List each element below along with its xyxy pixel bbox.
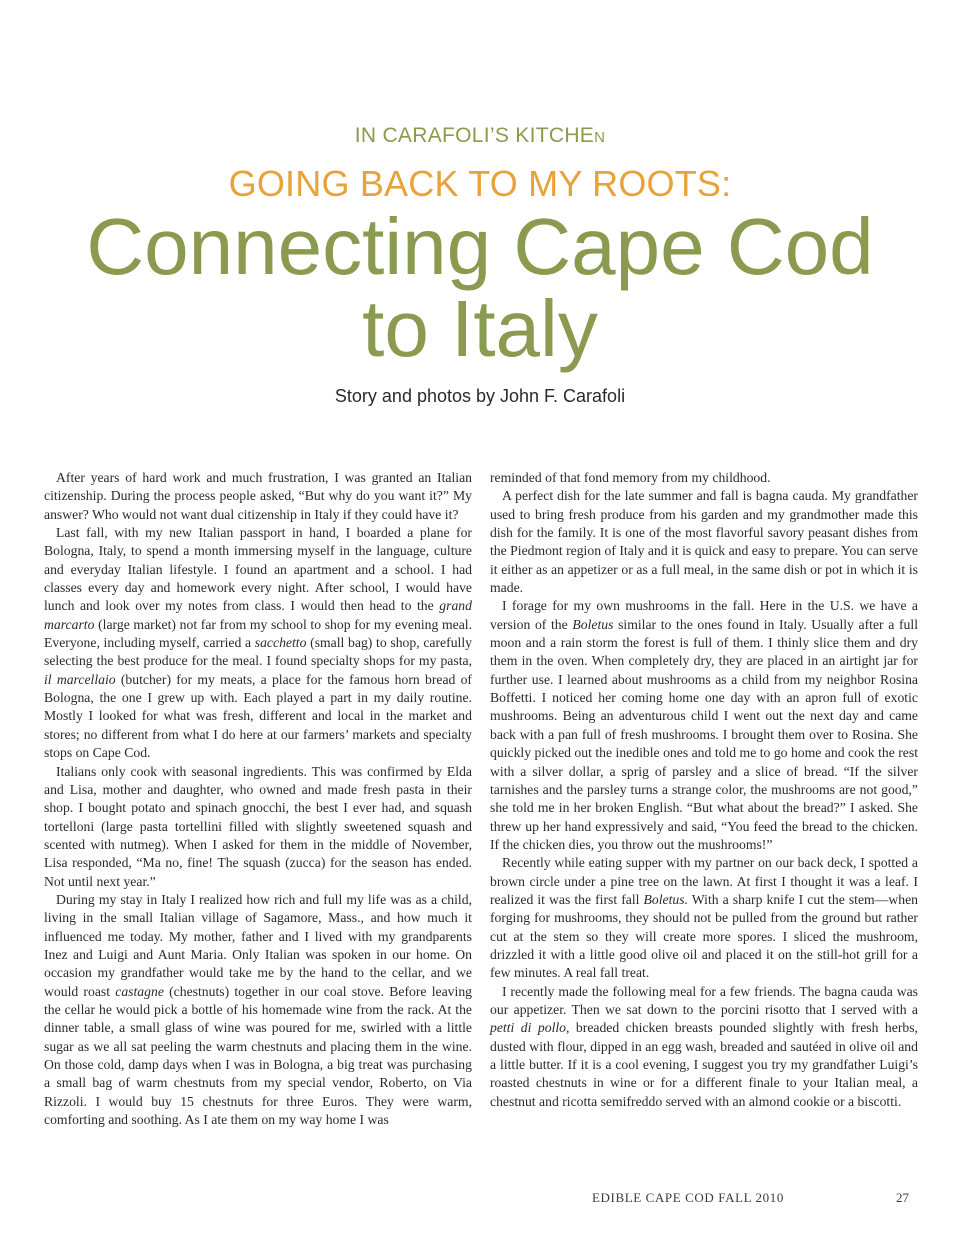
- footer-publication: EDIBLE CAPE COD FALL 2010: [592, 1190, 784, 1205]
- paragraph: Recently while eating supper with my partner on our back deck, I spotted a brown circle under a pine tree on the lawn. At first I thought it was a leaf. I realized it was the first fall Boletus. With a sharp knife I cut the stem—when forging for mushrooms, they should not be pulled from the ground but rather cut at the stem so they will create more spores. I sliced the mushroom, drizzled it with a little good olive oil and placed it on the still-hot grill for a few minutes. A real fall treat.: [490, 855, 918, 981]
- paragraph: After years of hard work and much frustration, I was granted an Italian citizenship. During the process people asked, “But why do you want it?” My answer? Who would not want dual citizenship in Italy if they could have it?: [44, 470, 472, 522]
- page-number: 27: [896, 1190, 909, 1205]
- section-kicker: [0, 124, 960, 148]
- article-title: [0, 202, 960, 373]
- left-column: [44, 469, 472, 1129]
- paragraph: reminded of that fond memory from my childhood.: [490, 470, 771, 485]
- paragraph: During my stay in Italy I realized how rich and full my life was as a child, living in the small Italian village of Sagamore, Mass., and how much it influenced me today. My mother, father and I lived with my grandparents Inez and Luigi and Aunt Maria. Only Italian was spoken in our home. On occasion my grandfather would take me by the hand to the cellar, and we would roast castagne (chestnuts) together in our coal stove. Before leaving the cellar he would pick a bottle of his homemade wine from the rack. At the dinner table, a small glass of wine was poured for me, swirled with a little sugar as we all sat peeling the warm chestnuts and placing them in the wine. On those cold, damp days when I was in Bologna, a big treat was purchasing a small bag of warm chestnuts from my special vendor, Roberto, on Via Rizzoli. I would buy 15 chestnuts for three Euros. They were warm, comforting and soothing. As I ate them on my way home I was: [44, 891, 473, 1128]
- kicker-text: IN CARAFOLI’S KITCHE: [354, 124, 595, 147]
- right-column: [490, 469, 918, 1111]
- paragraph: I forage for my own mushrooms in the fall. Here in the U.S. we have a version of the Boletus similar to the ones found in Italy. Usually after a full moon and a rain storm the forest is full of them. I thinly slice them and dry them in the oven. When completely dry, they are placed in an airtight jar for further use. I learned about mushrooms as a child from my neighbor Rosina Boffetti. I noticed her coming home one day with an apron full of exotic mushrooms. Being an adventurous child I went out the next day and came back with a pan full of fresh mushrooms. I brought them over to Rosina. She quickly picked out the inedible ones and told me to go home and cook the rest with a silver dollar, a sprig of parsley and a slice of bread. “If the silver tarnishes and the parsley turns a strange color, the mushrooms are not good,” she told me in her broken English. “But what about the bread?” I asked. She threw up her hand expressively and said, “You feed the bread to the chicken. If the chicken dies, you throw out the mushrooms!”: [490, 598, 918, 852]
- title-line-2: to Italy: [362, 284, 598, 373]
- paragraph: A perfect dish for the late summer and fall is bagna cauda. My grandfather used to bring fresh produce from his garden and my grandmother made this dish for the family. It is one of the most flavorful savory peasant dishes from the Piedmont region of Italy and it is quick and easy to prepare. You can serve it either as an appetizer or as a full meal, in the same dish or pot in which it is made.: [490, 488, 918, 596]
- paragraph: Italians only cook with seasonal ingredients. This was confirmed by Elda and Lisa, mother and daughter, who owned and made fresh pasta in their shop. I bought potato and spinach gnocchi, the best I ever had, and squash tortelloni (large pasta tortellini filled with slightly sweetened squash and scented with nutmeg). When I asked for them in the middle of November, Lisa responded, “Ma no, fine! The squash (zucca) for the season has ended. Not until next year.”: [44, 763, 472, 889]
- paragraph: Last fall, with my new Italian passport in hand, I boarded a plane for Bologna, Italy, to spend a month immersing myself in the language, culture and everyday Italian lifestyle. I found an apartment and a school. I had classes every day and homework every night. After school, I would have lunch and look over my notes from class. I would then head to the grand marcarto (large market) not far from my school to shop for my evening meal. Everyone, including myself, carried a sacchetto (small bag) to shop, carefully selecting the best produce for the meal. I found specialty shops for my pasta, il marcellaio (butcher) for my meats, a place for the famous horn bread of Bologna, the one I grew up with. Each played a part in my daily routine. Mostly I looked for what was fresh, different and local in the market and stores; no different from what I do here at our farmers’ markets and specialty stops on Cape Cod.: [44, 525, 472, 761]
- byline: Story and photos by John F. Carafoli: [334, 386, 626, 406]
- title-line-1: Connecting Cape Cod: [86, 202, 874, 291]
- article-subhead: GOING BACK TO MY ROOTS:: [228, 163, 732, 204]
- paragraph: I recently made the following meal for a few friends. The bagna cauda was our appetizer. Then we sat down to the porcini risotto that I served with a petti di pollo, breaded chicken breasts pounded slightly with fresh herbs, dusted with flour, dipped in an egg wash, breaded and sautéed in olive oil and a little butter. If it is a cool evening, I suggest you try my grandfather Luigi’s roasted chestnuts in wine or for a different finale to your Italian meal, a chestnut and ricotta semifreddo served with an almond cookie or a biscotti.: [490, 983, 918, 1109]
- kicker-small-letter: N: [594, 129, 606, 146]
